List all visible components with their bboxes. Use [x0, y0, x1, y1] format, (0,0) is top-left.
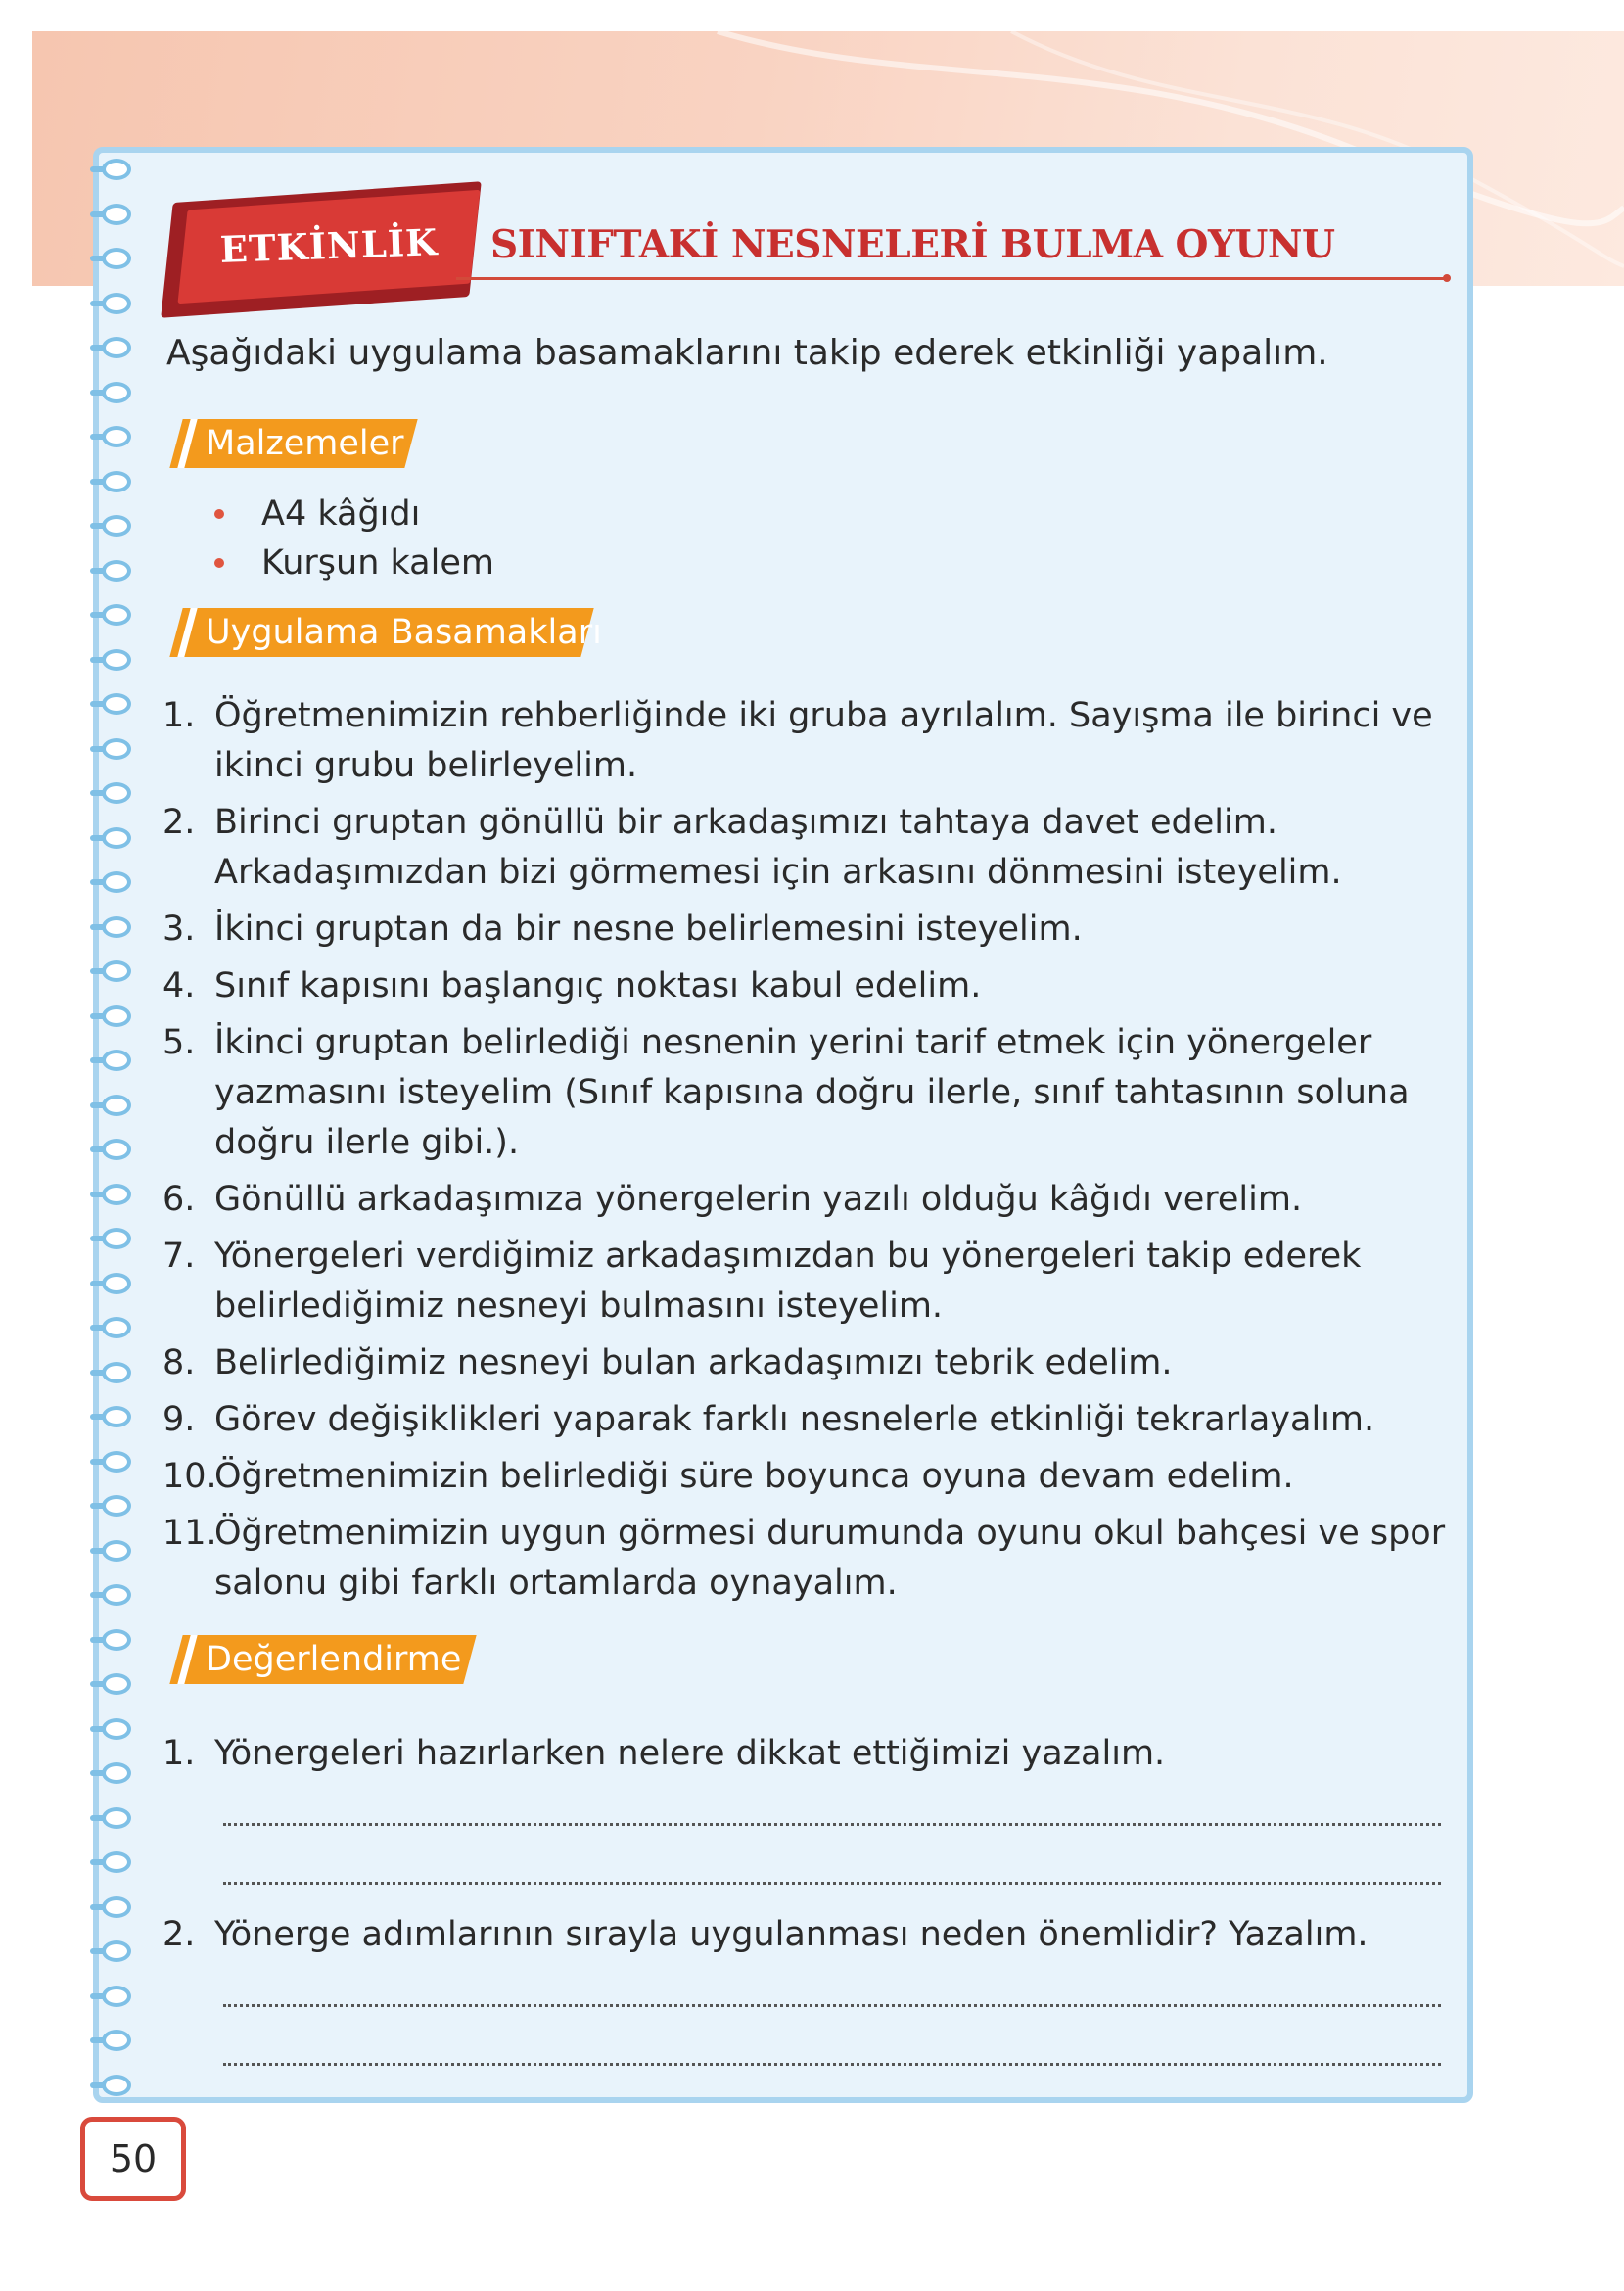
step-text: Öğretmenimizin rehberliğinde iki gruba ayrılalım. Sayışma ile birinci ve ikinci grubu belirleyelim. — [214, 696, 1433, 785]
binding-ring-icon — [90, 515, 135, 538]
title-underline-dot — [1443, 274, 1451, 282]
step-number: 4. — [162, 966, 196, 1005]
step-text: Sınıf kapısını başlangıç noktası kabul edelim. — [214, 966, 982, 1005]
binding-ring-icon — [90, 1317, 135, 1340]
step-text: Belirlediğimiz nesneyi bulan arkadaşımızı tebrik edelim. — [214, 1343, 1173, 1382]
binding-ring-icon — [90, 1807, 135, 1831]
binding-ring-icon — [90, 1406, 135, 1429]
binding-ring-icon — [90, 1095, 135, 1118]
step-number: 9. — [162, 1400, 196, 1439]
binding-ring-icon — [90, 871, 135, 895]
step-number: 3. — [162, 910, 196, 949]
binding-ring-icon — [90, 1584, 135, 1608]
step-number: 8. — [162, 1343, 196, 1382]
step-number: 6. — [162, 1180, 196, 1219]
binding-ring-icon — [90, 1005, 135, 1029]
binding-ring-icon — [90, 693, 135, 717]
answer-line[interactable] — [223, 2063, 1441, 2066]
step-item — [162, 1232, 1455, 1332]
answer-line[interactable] — [223, 1882, 1441, 1885]
step-text: Görev değişiklikleri yaparak farklı nesnelerle etkinliği tekrarlayalım. — [214, 1400, 1375, 1439]
spiral-binding — [90, 147, 149, 2105]
binding-ring-icon — [90, 248, 135, 271]
binding-ring-icon — [90, 649, 135, 673]
steps-list — [162, 691, 1455, 1615]
binding-ring-icon — [90, 1673, 135, 1697]
step-number: 5. — [162, 1023, 196, 1062]
binding-ring-icon — [90, 2030, 135, 2053]
title-underline — [456, 277, 1449, 280]
binding-ring-icon — [90, 604, 135, 628]
binding-ring-icon — [90, 1986, 135, 2009]
binding-ring-icon — [90, 1896, 135, 1920]
step-text: Öğretmenimizin uygun görmesi durumunda oyunu okul bahçesi ve spor salonu gibi farklı ortamlarda oynayalım. — [214, 1514, 1446, 1603]
step-text: Öğretmenimizin belirlediği süre boyunca oyuna devam edelim. — [214, 1457, 1294, 1496]
evaluation-question-2: 2. Yönerge adımlarının sırayla uygulanması neden önemlidir? Yazalım. — [162, 1915, 1369, 1954]
activity-title: SINIFTAKİ NESNELERİ BULMA OYUNU — [490, 222, 1335, 267]
binding-ring-icon — [90, 1273, 135, 1296]
step-item — [162, 1452, 1455, 1502]
step-text: İkinci gruptan da bir nesne belirlemesini isteyelim. — [214, 910, 1083, 949]
binding-ring-icon — [90, 916, 135, 940]
binding-ring-icon — [90, 2075, 135, 2098]
binding-ring-icon — [90, 1139, 135, 1162]
material-item: A4 kâğıdı — [210, 490, 896, 538]
step-item — [162, 1395, 1455, 1445]
bullet-icon — [214, 558, 224, 568]
step-number: 7. — [162, 1237, 196, 1276]
binding-ring-icon — [90, 1762, 135, 1786]
answer-line[interactable] — [223, 2004, 1441, 2007]
binding-ring-icon — [90, 382, 135, 405]
step-number: 10. — [162, 1457, 217, 1496]
binding-ring-icon — [90, 1228, 135, 1251]
bullet-icon — [214, 509, 224, 519]
binding-ring-icon — [90, 827, 135, 851]
binding-ring-icon — [90, 1050, 135, 1073]
step-text: Yönergeleri verdiğimiz arkadaşımızdan bu yönergeleri takip ederek belirlediğimiz nesneyi bulmasını isteyelim. — [214, 1237, 1362, 1326]
binding-ring-icon — [90, 159, 135, 182]
binding-ring-icon — [90, 337, 135, 360]
binding-ring-icon — [90, 1851, 135, 1875]
binding-ring-icon — [90, 1495, 135, 1519]
binding-ring-icon — [90, 782, 135, 806]
step-item — [162, 798, 1455, 898]
step-text: Gönüllü arkadaşımıza yönergelerin yazılı olduğu kâğıdı verelim. — [214, 1180, 1303, 1219]
step-item — [162, 1509, 1455, 1609]
binding-ring-icon — [90, 560, 135, 584]
materials-heading: Malzemeler — [206, 424, 404, 463]
binding-ring-icon — [90, 471, 135, 494]
binding-ring-icon — [90, 426, 135, 449]
binding-ring-icon — [90, 738, 135, 762]
binding-ring-icon — [90, 1451, 135, 1474]
step-item — [162, 961, 1455, 1011]
binding-ring-icon — [90, 1718, 135, 1742]
steps-heading: Uygulama Basamakları — [206, 613, 602, 652]
intro-text: Aşağıdaki uygulama basamaklarını takip ederek etkinliği yapalım. — [166, 333, 1328, 373]
step-item — [162, 1018, 1455, 1168]
materials-list — [210, 490, 896, 587]
step-number: 1. — [162, 696, 196, 735]
binding-ring-icon — [90, 1362, 135, 1385]
binding-ring-icon — [90, 1540, 135, 1564]
step-item — [162, 905, 1455, 955]
binding-ring-icon — [90, 1184, 135, 1207]
binding-ring-icon — [90, 1629, 135, 1653]
evaluation-heading: Değerlendirme — [206, 1640, 462, 1679]
step-number: 11. — [162, 1514, 217, 1553]
page-number: 50 — [80, 2117, 186, 2201]
material-item: Kurşun kalem — [210, 538, 896, 587]
binding-ring-icon — [90, 1940, 135, 1964]
step-number: 2. — [162, 803, 196, 842]
binding-ring-icon — [90, 960, 135, 984]
step-item — [162, 1338, 1455, 1388]
evaluation-question-1: 1. Yönergeleri hazırlarken nelere dikkat ettiğimizi yazalım. — [162, 1734, 1166, 1773]
binding-ring-icon — [90, 204, 135, 227]
answer-line[interactable] — [223, 1823, 1441, 1826]
step-item — [162, 1175, 1455, 1225]
step-item — [162, 691, 1455, 791]
step-text: Birinci gruptan gönüllü bir arkadaşımızı tahtaya davet edelim. Arkadaşımızdan bizi görmemesi için arkasını dönmesini isteyelim. — [214, 803, 1342, 892]
binding-ring-icon — [90, 293, 135, 316]
step-text: İkinci gruptan belirlediği nesnenin yerini tarif etmek için yönergeler yazmasını isteyelim (Sınıf kapısına doğru ilerle, sınıf tahtasının soluna doğru ilerle gibi.). — [214, 1023, 1410, 1162]
activity-tag-label: ETKİNLİK — [219, 220, 439, 271]
